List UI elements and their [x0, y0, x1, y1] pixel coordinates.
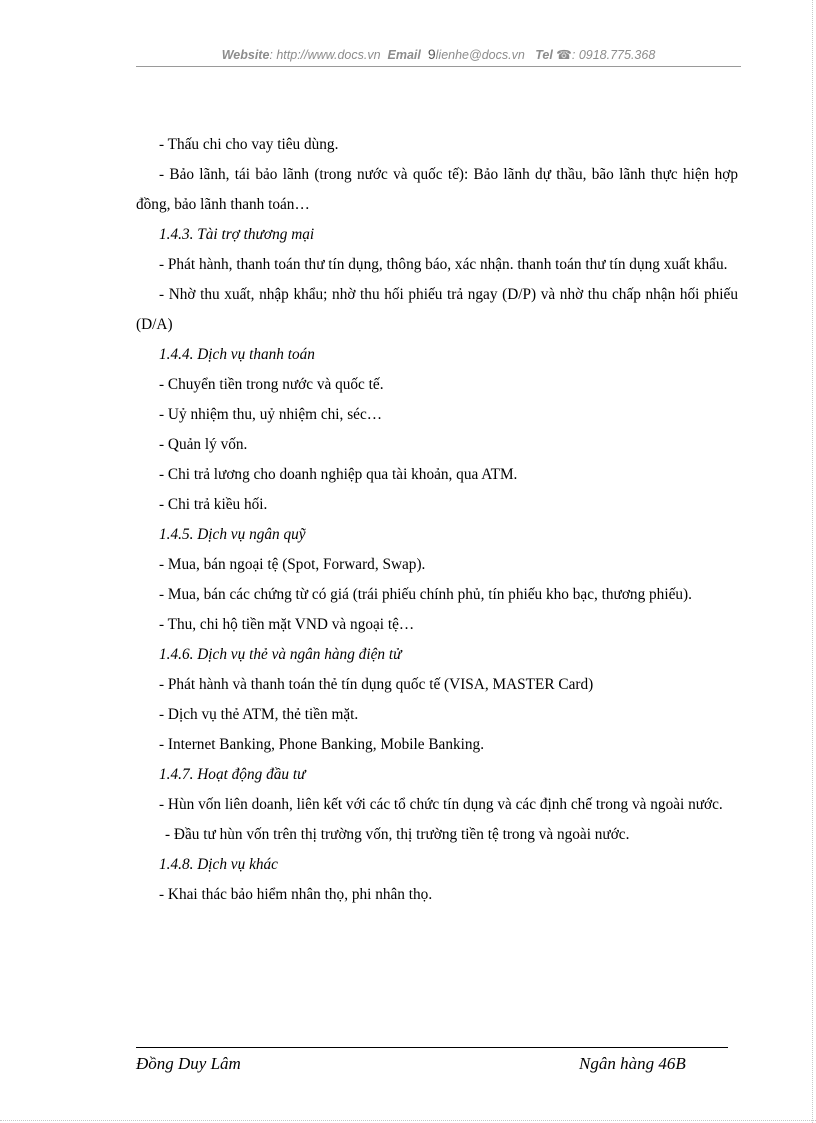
page-border-bottom [0, 1120, 816, 1121]
email-mark: 9 [427, 46, 436, 62]
section-heading: 1.4.4. Dịch vụ thanh toán [159, 346, 315, 363]
paragraph: - Phát hành và thanh toán thẻ tín dụng quốc tế (VISA, MASTER Card) [159, 676, 594, 693]
website-label: Website [221, 48, 270, 62]
footer-author: Đồng Duy Lâm [136, 1054, 241, 1073]
page-border-right [812, 0, 813, 1123]
page-header [136, 46, 741, 66]
paragraph: - Chuyển tiền trong nước và quốc tế. [159, 376, 384, 393]
paragraph: - Hùn vốn liên doanh, liên kết với các tổ chức tín dụng và các định chế trong và ngoài nước. [159, 796, 723, 813]
section-heading: 1.4.3. Tài trợ thương mại [159, 226, 315, 243]
paragraph: - Khai thác bảo hiểm nhân thọ, phi nhân thọ. [159, 886, 433, 903]
paragraph: - Thu, chi hộ tiền mặt VND và ngoại tệ… [159, 616, 415, 633]
paragraph: - Mua, bán các chứng từ có giá (trái phiếu chính phủ, tín phiếu kho bạc, thương phiếu). [159, 586, 692, 603]
paragraph: - Dịch vụ thẻ ATM, thẻ tiền mặt. [159, 706, 359, 723]
paragraph: - Nhờ thu xuất, nhập khẩu; nhờ thu hối phiếu trả ngay (D/P) và nhờ thu chấp nhận hối phiếu (D/A) [136, 286, 738, 333]
tel-label: Tel [535, 48, 553, 62]
email-label: Email [387, 48, 421, 62]
section-heading: 1.4.7. Hoạt động đầu tư [159, 766, 306, 783]
paragraph: - Uỷ nhiệm thu, uỷ nhiệm chi, séc… [159, 406, 383, 423]
tel-number: : 0918.775.368 [571, 48, 656, 62]
paragraph: - Bảo lãnh, tái bảo lãnh (trong nước và quốc tế): Bảo lãnh dự thầu, bão lãnh thực hiện hợp đồng, bảo lãnh thanh toán… [136, 166, 738, 213]
paragraph: - Phát hành, thanh toán thư tín dụng, thông báo, xác nhận. thanh toán thư tín dụng xuất khẩu. [159, 256, 728, 273]
section-heading: 1.4.8. Dịch vụ khác [159, 856, 278, 873]
paragraph: - Internet Banking, Phone Banking, Mobile Banking. [159, 736, 485, 753]
phone-icon: ☎ [556, 48, 572, 62]
document-body [136, 130, 738, 910]
paragraph: - Chi trả lương cho doanh nghiệp qua tài khoản, qua ATM. [159, 466, 518, 483]
header-divider [136, 66, 741, 67]
paragraph: - Đầu tư hùn vốn trên thị trường vốn, thị trường tiền tệ trong và ngoài nước. [165, 826, 630, 843]
paragraph: - Quản lý vốn. [159, 436, 248, 453]
section-heading: 1.4.6. Dịch vụ thẻ và ngân hàng điện tử [159, 646, 402, 663]
paragraph: - Chi trả kiều hối. [159, 496, 268, 513]
footer-divider [136, 1047, 728, 1048]
footer-class: Ngân hàng 46B [579, 1054, 686, 1073]
paragraph: - Thấu chi cho vay tiêu dùng. [159, 136, 339, 153]
email-address[interactable]: lienhe@docs.vn [435, 48, 525, 62]
paragraph: - Mua, bán ngoại tệ (Spot, Forward, Swap). [159, 556, 426, 573]
section-heading: 1.4.5. Dịch vụ ngân quỹ [159, 526, 306, 543]
website-url[interactable]: : http://www.docs.vn [269, 48, 381, 62]
